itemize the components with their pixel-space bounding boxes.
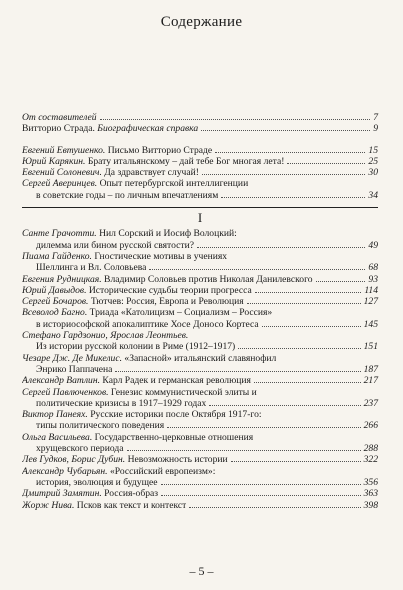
entry-title-italic: Биографическая справка	[97, 123, 199, 135]
toc-entry[interactable]	[22, 307, 378, 330]
toc-entry[interactable]	[22, 466, 378, 489]
entry-title: хрущевского периода	[36, 443, 124, 455]
entry-page: 187	[363, 363, 378, 375]
entry-text	[22, 409, 262, 420]
entry-title: история, эволюция и будущее	[36, 476, 158, 488]
toc-entry[interactable]	[22, 454, 378, 465]
dot-leader	[167, 427, 360, 428]
toc-line	[22, 454, 378, 465]
entry-text	[36, 341, 235, 352]
dot-leader	[127, 450, 361, 451]
toc-line	[22, 364, 378, 375]
dot-leader	[221, 197, 365, 198]
entry-page: 114	[364, 284, 378, 296]
entry-page: 30	[368, 167, 378, 179]
toc-line	[22, 420, 378, 431]
page-title: Содержание	[160, 14, 243, 30]
entry-page: 93	[368, 273, 378, 285]
entry-author: Юрий Давыдов.	[22, 284, 87, 296]
entry-title: Исторические судьбы теории прогресса	[88, 284, 252, 296]
toc-line	[22, 398, 378, 409]
toc-line	[22, 432, 378, 443]
entry-title: Русские историки после Октября 1917-го:	[90, 409, 262, 421]
entry-author: Евгений Евтушенко.	[22, 144, 106, 156]
dot-leader	[316, 281, 366, 282]
entry-author: Евгения Рудницкая.	[22, 273, 102, 285]
table-of-contents	[22, 112, 378, 511]
toc-entry[interactable]	[22, 123, 378, 134]
toc-line	[22, 251, 378, 262]
entry-page: 34	[368, 189, 378, 201]
toc-line	[22, 466, 378, 477]
dot-leader	[215, 152, 365, 153]
entry-text	[22, 454, 228, 465]
entry-page: 7	[373, 112, 378, 123]
entry-text	[22, 112, 97, 123]
toc-line	[22, 285, 378, 296]
entry-text	[36, 420, 164, 431]
entry-title: Опыт петербургской интеллигенции	[99, 178, 249, 190]
entry-text	[22, 145, 212, 156]
dot-leader	[100, 119, 371, 120]
dot-leader	[247, 303, 361, 304]
entry-text	[22, 178, 248, 189]
entry-title: Энрико Паппачена	[36, 363, 113, 375]
entry-author: Санте Грачотти.	[22, 228, 97, 240]
toc-entry[interactable]	[22, 251, 378, 274]
toc-entry[interactable]	[22, 285, 378, 296]
entry-text	[22, 123, 198, 134]
entry-text	[22, 353, 276, 364]
page-number: – 5 –	[189, 564, 214, 578]
toc-line	[22, 443, 378, 454]
toc-line	[22, 240, 378, 251]
dot-leader	[161, 484, 361, 485]
entry-title: Тютчев: Россия, Европа и Революция	[90, 296, 244, 308]
toc-entry[interactable]	[22, 387, 378, 410]
entry-author: Лев Гудков, Борис Дубин.	[22, 454, 126, 466]
entry-author: Сергей Павлюченков.	[22, 386, 109, 398]
entry-author: Юрий Карякин.	[22, 155, 86, 167]
entry-author: Стефано Гардзонио, Ярослав Леонтьев.	[22, 330, 189, 342]
toc-line	[22, 353, 378, 364]
entry-author: Александр Чубарьян.	[22, 465, 108, 477]
entry-author: Виктор Панеях.	[22, 409, 88, 421]
toc-line	[22, 112, 378, 123]
entry-page: 288	[363, 443, 378, 455]
toc-line	[22, 178, 378, 189]
entry-text	[22, 307, 272, 318]
entry-title: Государственно-церковные отношения	[94, 431, 254, 443]
toc-line	[22, 167, 378, 178]
toc-line	[22, 488, 378, 499]
entry-text	[22, 500, 186, 511]
entry-author: Сергей Аверинцев.	[22, 178, 98, 190]
toc-line	[22, 296, 378, 307]
entry-text	[22, 156, 284, 167]
toc-line	[22, 319, 378, 330]
entry-text	[36, 240, 194, 251]
entry-title: Псков как текст и контекст	[76, 499, 187, 511]
entry-text	[22, 251, 227, 262]
toc-entry[interactable]	[22, 274, 378, 285]
entry-title: Россия-образ	[104, 488, 159, 500]
letters-group	[22, 145, 378, 201]
toc-line	[22, 274, 378, 285]
dot-leader	[262, 326, 361, 327]
dot-leader	[231, 461, 361, 462]
toc-line	[22, 228, 378, 239]
dot-leader	[287, 163, 365, 164]
toc-entry[interactable]	[22, 145, 378, 156]
entry-page: 237	[363, 397, 378, 409]
entry-text	[22, 466, 215, 477]
entry-text	[22, 330, 188, 341]
entry-page: 49	[368, 239, 378, 251]
dot-leader	[238, 348, 360, 349]
entry-title: дилемма или бином русской святости?	[36, 239, 194, 251]
toc-entry[interactable]	[22, 409, 378, 432]
toc-line	[22, 500, 378, 511]
entry-page: 15	[368, 144, 378, 156]
entry-title: Генезис коммунистической элиты и	[110, 386, 257, 398]
toc-line	[22, 330, 378, 341]
entry-page: 363	[363, 488, 378, 500]
entry-text	[36, 190, 218, 201]
entry-text	[22, 228, 237, 239]
toc-line	[22, 156, 378, 167]
entry-page: 25	[368, 155, 378, 167]
toc-entry[interactable]	[22, 432, 378, 455]
toc-entry[interactable]	[22, 296, 378, 307]
toc-line	[22, 387, 378, 398]
entry-title: Владимир Соловьев против Николая Данилевского	[104, 273, 313, 285]
dot-leader	[197, 247, 365, 248]
toc-line	[22, 307, 378, 318]
entry-title: Невозможность истории	[127, 454, 228, 466]
toc-line	[22, 262, 378, 273]
entry-author: Сергей Бочаров.	[22, 296, 89, 308]
entry-text	[22, 387, 257, 398]
entry-page: 68	[368, 262, 378, 274]
entry-title: Триада «Католицизм – Социализм – Россия»	[89, 307, 273, 319]
entry-page: 398	[363, 499, 378, 511]
entry-title: в советские годы – по личным впечатлениям	[36, 189, 219, 201]
toc-line	[22, 409, 378, 420]
dot-leader	[201, 130, 370, 131]
entry-title: «Российский европеизм»:	[109, 465, 216, 477]
dot-leader	[202, 174, 365, 175]
front-matter	[22, 112, 378, 135]
section-entries	[22, 228, 378, 510]
toc-line	[22, 123, 378, 134]
dot-leader	[255, 292, 362, 293]
entry-page: 356	[363, 476, 378, 488]
entry-title: Карл Радек и германская революция	[102, 375, 251, 387]
dot-leader	[254, 382, 361, 383]
dot-leader	[189, 507, 360, 508]
toc-entry[interactable]	[22, 228, 378, 251]
toc-entry[interactable]	[22, 167, 378, 178]
entry-text	[36, 262, 146, 273]
section-divider	[22, 207, 378, 208]
toc-entry[interactable]	[22, 500, 378, 511]
entry-title: в историософской апокалиптике Хосе Доносо Кортеса	[36, 318, 259, 330]
entry-title: типы политического поведения	[36, 420, 165, 432]
entry-text	[22, 432, 253, 443]
entry-page: 266	[363, 420, 378, 432]
entry-title: Нил Сорский и Иосиф Волоцкий:	[99, 228, 237, 240]
entry-text	[36, 319, 259, 330]
entry-author: Чезаре Дж. Де Микелис.	[22, 352, 123, 364]
toc-entry[interactable]	[22, 112, 378, 123]
entry-author: Жорж Нива.	[22, 499, 75, 511]
entry-title: Да здравствует случай!	[104, 167, 199, 179]
section-heading: I	[197, 210, 203, 226]
entry-title: Брату итальянскому – дай тебе Бог многая лета!	[87, 155, 285, 167]
toc-entry[interactable]	[22, 488, 378, 499]
entry-author: Дмитрий Замятин.	[22, 488, 102, 500]
entry-text	[22, 296, 244, 307]
entry-title: Витторио Страда.	[22, 123, 98, 135]
entry-author: Евгений Солоневич.	[22, 167, 102, 179]
toc-entry[interactable]	[22, 330, 378, 353]
entry-text	[22, 488, 158, 499]
entry-text	[36, 443, 124, 454]
entry-author: Ольга Васильева.	[22, 431, 93, 443]
entry-page: 322	[363, 454, 378, 466]
toc-line	[22, 375, 378, 386]
entry-text	[22, 375, 251, 386]
entry-author: Пиама Гайденко.	[22, 250, 92, 262]
entry-author: Всеволод Багно.	[22, 307, 88, 319]
entry-text	[36, 477, 158, 488]
dot-leader	[209, 405, 360, 406]
toc-line	[22, 477, 378, 488]
toc-entry[interactable]	[22, 156, 378, 167]
entry-text	[36, 398, 206, 409]
entry-title: «Запасной» итальянский славянофил	[124, 352, 277, 364]
entry-author: От составителей	[22, 112, 97, 123]
dot-leader	[149, 269, 365, 270]
dot-leader	[115, 371, 360, 372]
entry-title: Письмо Витторио Страде	[107, 144, 213, 156]
toc-entry[interactable]	[22, 375, 378, 386]
entry-text	[22, 274, 313, 285]
entry-text	[22, 285, 252, 296]
entry-text	[36, 364, 112, 375]
toc-entry[interactable]	[22, 178, 378, 201]
entry-page: 127	[363, 296, 378, 308]
entry-title: Гностические мотивы в учениях	[94, 250, 228, 262]
entry-title: политические кризисы в 1917–1929 годах	[36, 397, 207, 409]
entry-title: Шеллинга и Вл. Соловьева	[36, 262, 147, 274]
entry-page: 9	[373, 123, 378, 135]
toc-line	[22, 145, 378, 156]
entry-author: Александр Ватлин.	[22, 375, 101, 387]
entry-title: Из истории русской колонии в Риме (1912–1917)	[36, 341, 236, 353]
entry-page: 217	[363, 375, 378, 387]
toc-line	[22, 341, 378, 352]
toc-line	[22, 190, 378, 201]
entry-page: 151	[363, 341, 378, 353]
entry-page: 145	[363, 318, 378, 330]
entry-text	[22, 167, 199, 178]
dot-leader	[161, 495, 361, 496]
toc-entry[interactable]	[22, 353, 378, 376]
